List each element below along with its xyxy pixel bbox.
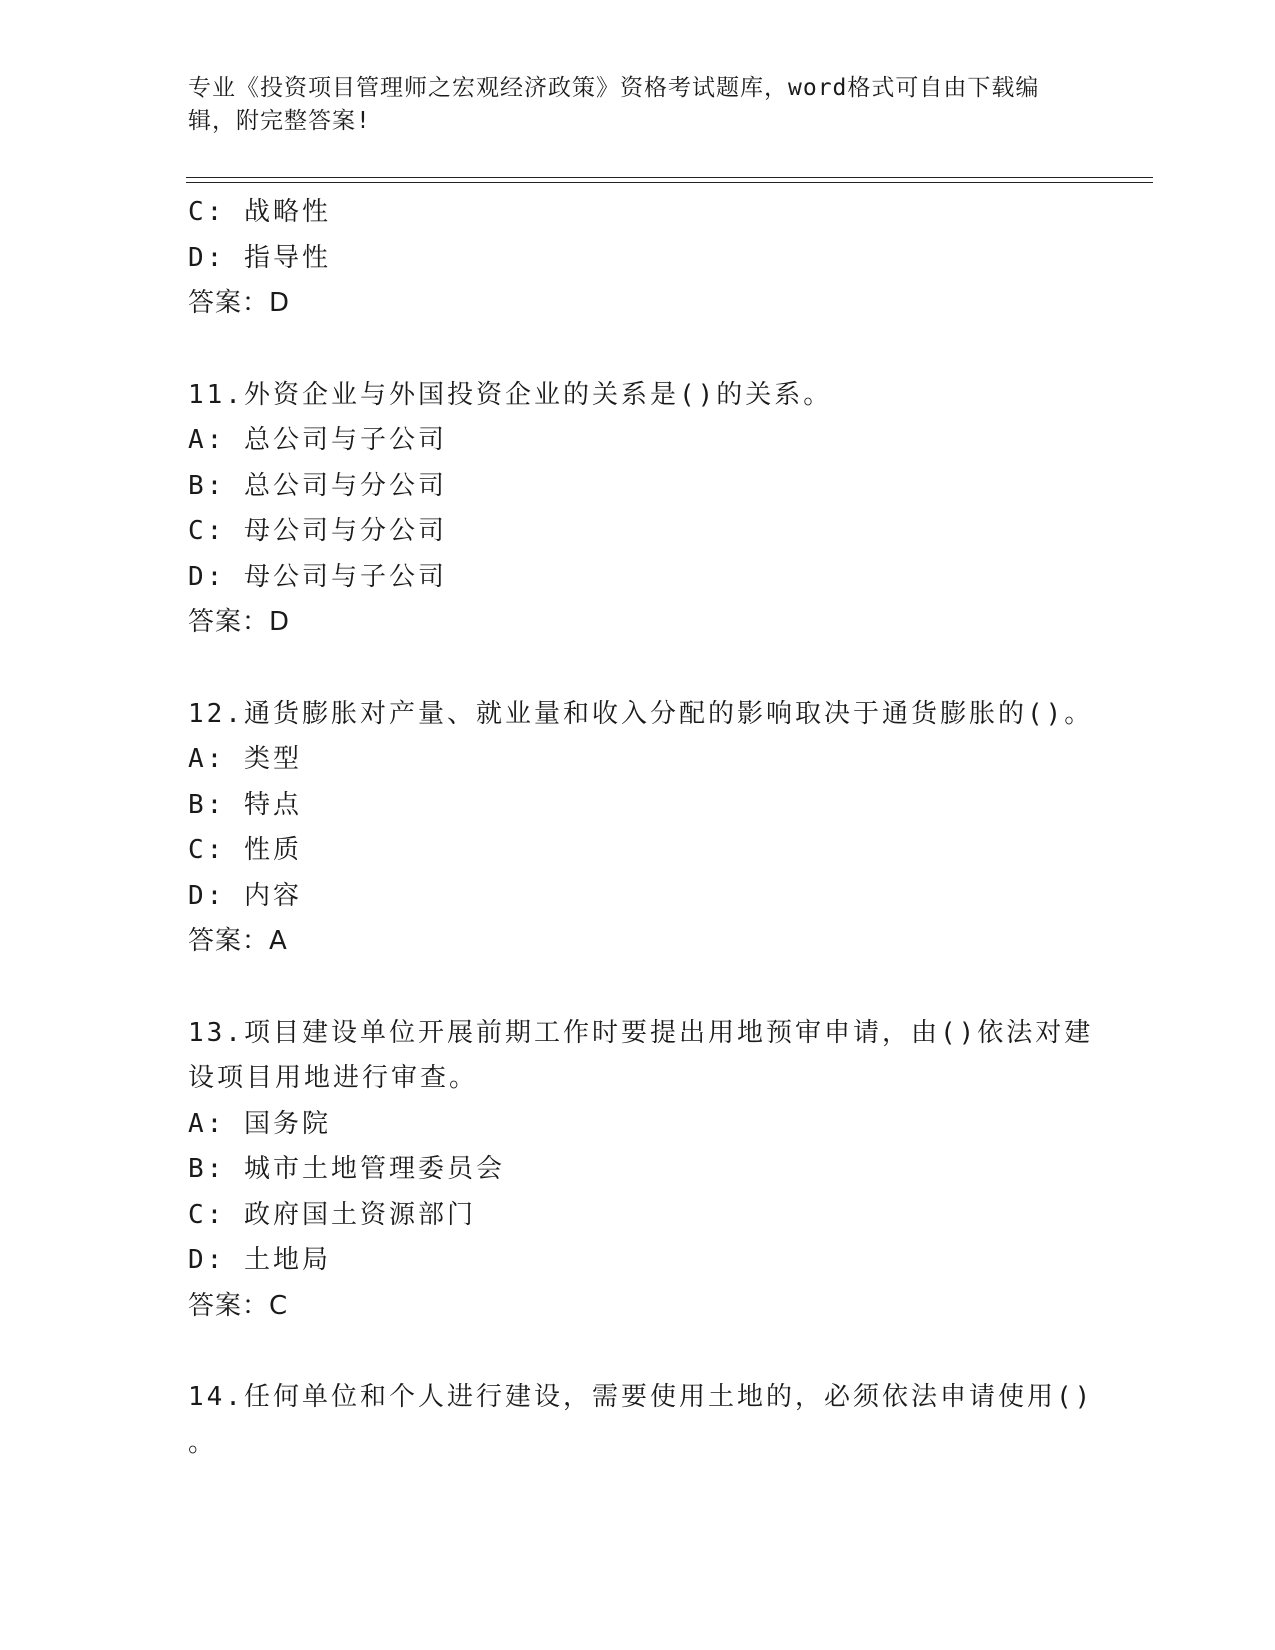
option-c: C: 政府国土资源部门 xyxy=(188,1199,476,1230)
answer: 答案：A xyxy=(188,926,288,956)
question-text: 12.通货膨胀对产量、就业量和收入分配的影响取决于通货膨胀的()。 xyxy=(188,698,1094,729)
header-divider-bottom xyxy=(186,182,1153,183)
question-text-line-2: 。 xyxy=(188,1427,218,1458)
question-12 xyxy=(188,692,1094,965)
header-line-1: 专业《投资项目管理师之宏观经济政策》资格考试题库，word格式可自由下载编 xyxy=(188,75,1040,101)
question-text-line-2: 设项目用地进行审查。 xyxy=(188,1063,479,1093)
option-a: A: 类型 xyxy=(188,744,302,774)
question-13 xyxy=(188,1011,1094,1330)
option-d: D: 土地局 xyxy=(188,1245,331,1275)
answer: 答案：D xyxy=(188,288,291,318)
question-text: 11.外资企业与外国投资企业的关系是()的关系。 xyxy=(188,379,833,410)
option-c: C: 战略性 xyxy=(188,197,331,227)
header-divider-top xyxy=(186,177,1153,178)
answer: 答案：C xyxy=(188,1290,289,1321)
option-c: C: 母公司与分公司 xyxy=(188,516,447,546)
option-d: D: 内容 xyxy=(188,880,302,911)
option-c: C: 性质 xyxy=(188,835,302,865)
option-b: B: 总公司与分公司 xyxy=(188,470,447,501)
question-11 xyxy=(188,373,1088,646)
option-a: A: 国务院 xyxy=(188,1108,331,1139)
option-d: D: 母公司与子公司 xyxy=(188,561,447,592)
question-text-line-1: 13.项目建设单位开展前期工作时要提出用地预审申请，由()依法对建 xyxy=(188,1017,1094,1048)
question-10 xyxy=(188,190,1088,327)
question-list xyxy=(188,190,1094,1466)
option-b: B: 特点 xyxy=(188,789,302,820)
option-d: D: 指导性 xyxy=(188,242,331,273)
question-14 xyxy=(188,1375,1094,1466)
option-a: A: 总公司与子公司 xyxy=(188,425,447,455)
answer: 答案：D xyxy=(188,607,291,637)
header-line-2: 辑，附完整答案! xyxy=(188,108,371,134)
option-b: B: 城市土地管理委员会 xyxy=(188,1154,505,1184)
question-text-line-1: 14.任何单位和个人进行建设，需要使用土地的，必须依法申请使用() xyxy=(188,1382,1094,1412)
document-header xyxy=(188,72,1068,138)
